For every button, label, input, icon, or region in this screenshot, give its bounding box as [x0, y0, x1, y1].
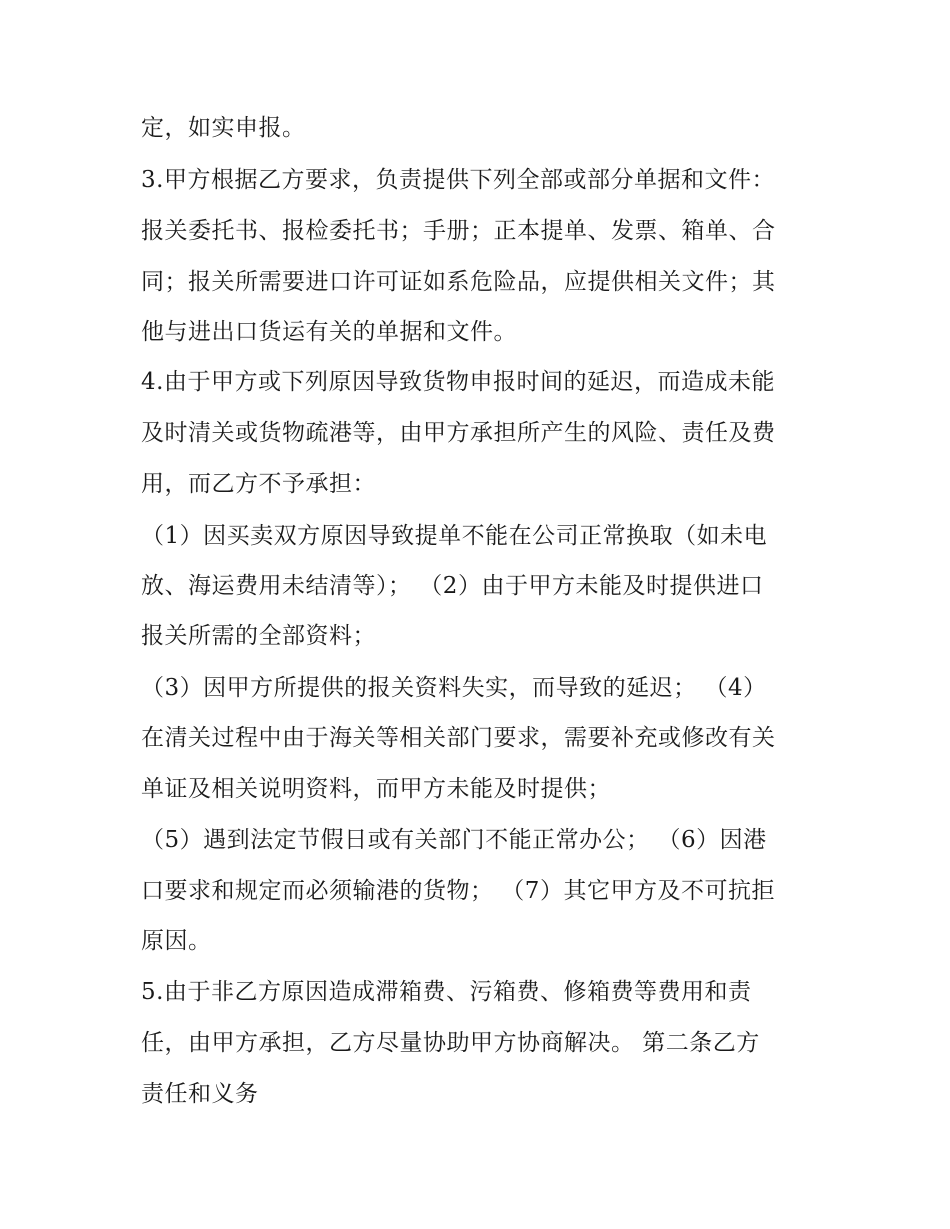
text-line: 单证及相关说明资料，而甲方未能及时提供； [141, 776, 611, 802]
text-line: 用，而乙方不予承担： [141, 471, 376, 497]
text-line: 报关委托书、报检委托书；手册；正本提单、发票、箱单、合 [141, 218, 776, 244]
text-line: 原因。 [141, 928, 212, 954]
text-line: 报关所需的全部资料； [141, 623, 376, 649]
text-line: 5.由于非乙方原因造成滞箱费、污箱费、修箱费等费用和责 [141, 979, 752, 1005]
text-line: 4.由于甲方或下列原因导致货物申报时间的延迟，而造成未能 [141, 369, 775, 395]
text-line: 放、海运费用未结清等）； （2）由于甲方未能及时提供进口 [141, 573, 764, 599]
text-line: 同；报关所需要进口许可证如系危险品，应提供相关文件；其 [141, 269, 776, 295]
text-line: 任，由甲方承担，乙方尽量协助甲方协商解决。 第二条乙方 [141, 1030, 760, 1056]
text-line: （3）因甲方所提供的报关资料失实，而导致的延迟； （4） [141, 675, 767, 701]
text-line: 责任和义务 [141, 1081, 259, 1107]
text-line: 口要求和规定而必须输港的货物； （7）其它甲方及不可抗拒 [141, 878, 775, 904]
text-line: 及时清关或货物疏港等，由甲方承担所产生的风险、责任及费 [141, 420, 776, 446]
text-line: 定，如实申报。 [141, 115, 306, 141]
text-line: （1）因买卖双方原因导致提单不能在公司正常换取（如未电 [141, 523, 768, 549]
text-line: （5）遇到法定节假日或有关部门不能正常办公； （6）因港 [141, 827, 767, 853]
text-line: 3.甲方根据乙方要求，负责提供下列全部或部分单据和文件： [141, 167, 775, 193]
text-line: 他与进出口货运有关的单据和文件。 [141, 319, 517, 345]
text-line: 在清关过程中由于海关等相关部门要求，需要补充或修改有关 [141, 725, 776, 751]
